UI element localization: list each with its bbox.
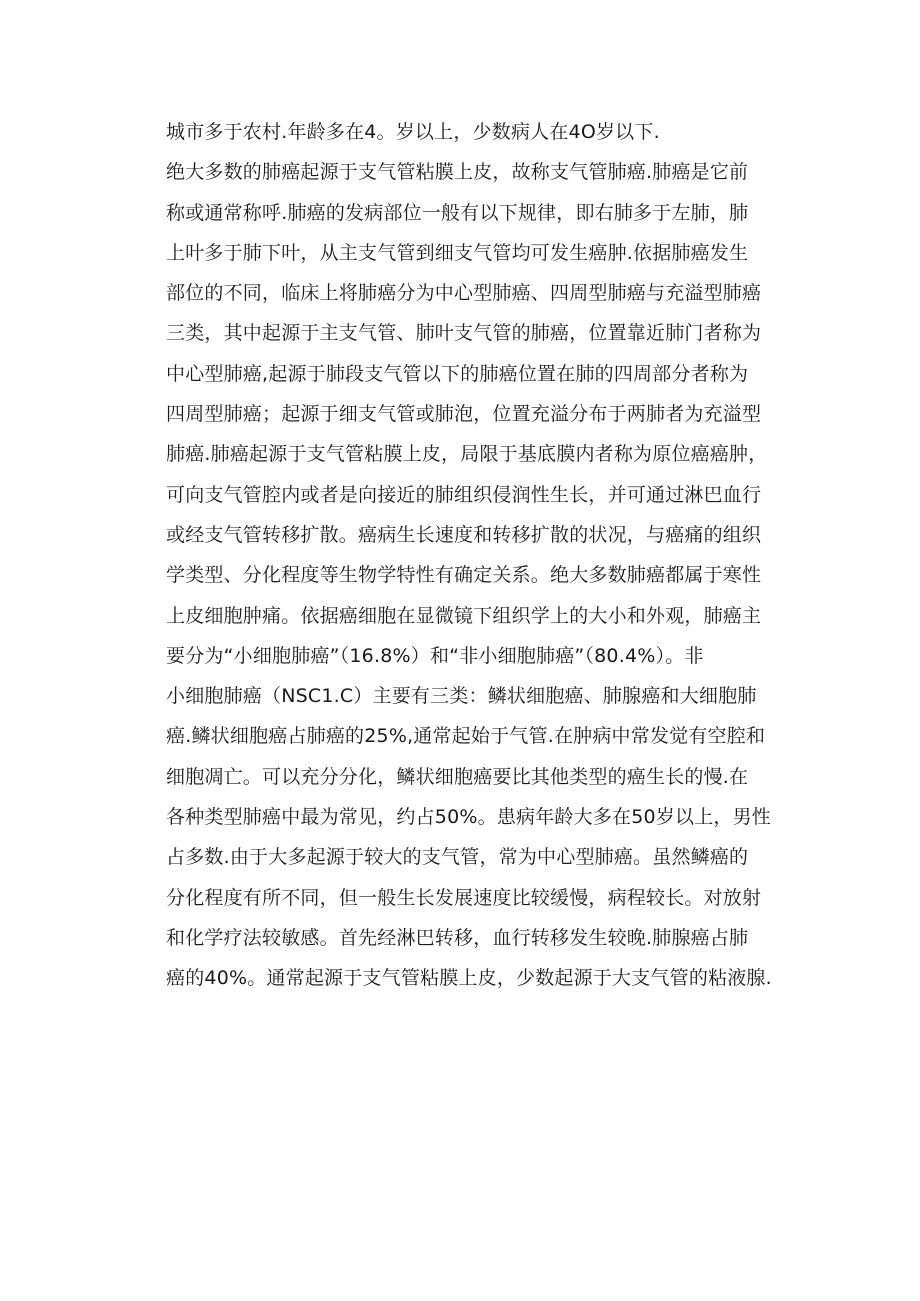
text-line: 上皮细胞肿痛。依据癌细胞在显微镜下组织学上的大小和外观，肺癌主 (166, 604, 762, 627)
text-line: 肺癌.肺癌起源于支气管粘膜上皮，局限于基底膜内者称为原位癌癌肿， (166, 443, 768, 466)
text-line: 或经支气管转移扩散。癌病生长速度和转移扩散的状况，与癌痛的组织 (166, 523, 762, 546)
text-line: 细胞凋亡。可以充分分化，鳞状细胞癌要比其他类型的癌生长的慢.在 (166, 765, 749, 788)
text-line: 要分为“小细胞肺癌”（16.8%）和“非小细胞肺癌”（80.4%）。非 (166, 644, 704, 667)
text-line: 中心型肺癌,起源于肺段支气管以下的肺癌位置在肺的四周部分者称为 (166, 362, 749, 385)
text-line: 四周型肺癌；起源于细支气管或肺泡，位置充溢分布于两肺者为充溢型 (166, 403, 762, 426)
text-line: 可向支气管腔内或者是向接近的肺组织侵润性生长，并可通过淋巴血行 (166, 483, 762, 506)
text-line: 学类型、分化程度等生物学特性有确定关系。绝大多数肺癌都属于寒性 (166, 564, 762, 587)
text-line: 三类，其中起源于主支气管、肺叶支气管的肺癌，位置靠近肺门者称为 (166, 322, 762, 345)
text-line: 各种类型肺癌中最为常见，约占50%。患病年龄大多在50岁以上，男性 (166, 806, 772, 829)
text-line: 分化程度有所不同，但一般生长发展速度比较缓慢，病程较长。对放射 (166, 886, 762, 909)
text-line: 部位的不同，临床上将肺癌分为中心型肺癌、四周型肺癌与充溢型肺癌 (166, 282, 762, 305)
text-line: 癌.鳞状细胞癌占肺癌的25%,通常起始于气管.在肿病中常发觉有空腔和 (166, 725, 766, 748)
text-line: 占多数.由于大多起源于较大的支气管，常为中心型肺癌。虽然鳞癌的 (166, 846, 749, 869)
text-line: 城市多于农村.年龄多在4。岁以上，少数病人在4O岁以下. (166, 121, 660, 143)
text-line: 上叶多于肺下叶，从主支气管到细支气管均可发生癌肿.依据肺癌发生 (166, 241, 749, 264)
text-line: 癌的40%。通常起源于支气管粘膜上皮，少数起源于大支气管的粘液腺. (166, 967, 772, 990)
text-line: 绝大多数的肺癌起源于支气管粘膜上皮，故称支气管肺癌.肺癌是它前 (166, 161, 749, 184)
text-line: 和化学疗法较敏感。首先经淋巴转移，血行转移发生较晚.肺腺癌占肺 (166, 926, 749, 949)
body-text (166, 112, 792, 999)
text-line: 小细胞肺癌（NSC1.C）主要有三类：鳞状细胞癌、肺腺癌和大细胞肺 (166, 685, 757, 708)
text-line: 称或通常称呼.肺癌的发病部位一般有以下规律，即右肺多于左肺，肺 (166, 201, 749, 224)
